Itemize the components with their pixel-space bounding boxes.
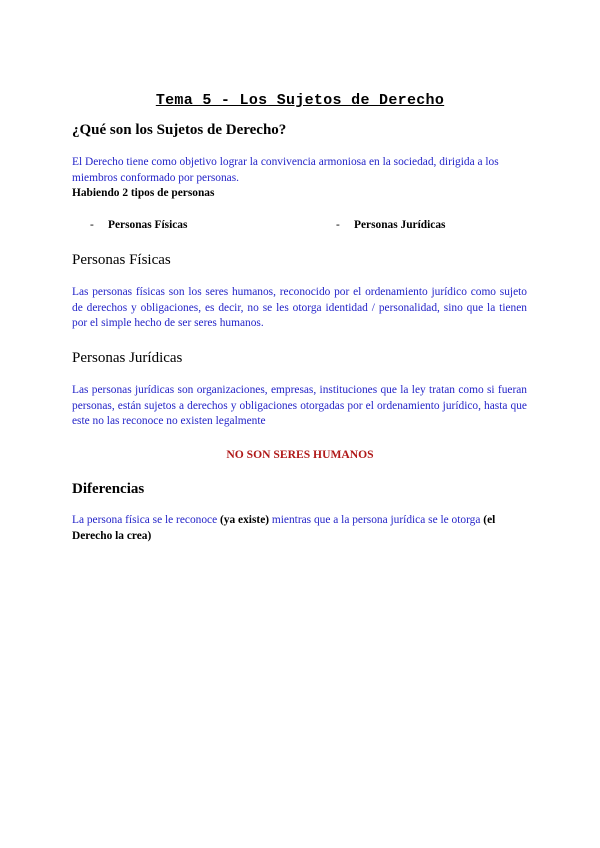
section-heading-fisicas: Personas Físicas [72,252,171,268]
page-title: Tema 5 - Los Sujetos de Derecho [155,92,445,109]
diferencias-bold-2: (el Derecho la crea) [72,514,496,542]
diferencias-text-1: La persona física se le reconoce [72,514,221,526]
section-heading-juridicas: Personas Jurídicas [72,350,183,366]
diferencias-paragraph [72,513,527,544]
diferencias-text-2: mientras que a la persona jurídica se le otorga [269,514,484,526]
bullet-label: Personas Jurídicas [354,219,446,231]
bullet-dash: - [336,219,340,231]
question-heading: ¿Qué son los Sujetos de Derecho? [72,122,287,138]
bullet-personas-fisicas [90,218,187,233]
types-line: Habiendo 2 tipos de personas [72,187,215,199]
intro-paragraph: El Derecho tiene como objetivo lograr la convivencia armoniosa en la sociedad, dirigida a los miembros conformado por personas. [72,156,499,184]
bullet-dash: - [90,219,94,231]
note-no-humanos: NO SON SERES HUMANOS [226,448,374,461]
bullet-personas-juridicas [336,218,445,233]
fisicas-paragraph: Las personas físicas son los seres humanos, reconocido por el ordenamiento jurídico como sujeto de derechos y obligaciones, es decir, no se les otorga identidad / personalidad, sino que la tienen por el simple hecho de ser seres humanos. [72,286,527,330]
juridicas-paragraph: Las personas jurídicas son organizaciones, empresas, instituciones que la ley tratan como si fueran personas, están sujetos a derechos y obligaciones otorgadas por el ordenamiento jurídico, hasta que este no las reconoce no existen legalmente [72,384,527,428]
section-heading-diferencias: Diferencias [72,481,145,497]
bullet-label: Personas Físicas [108,219,188,231]
diferencias-bold-1: (ya existe) [220,514,270,526]
